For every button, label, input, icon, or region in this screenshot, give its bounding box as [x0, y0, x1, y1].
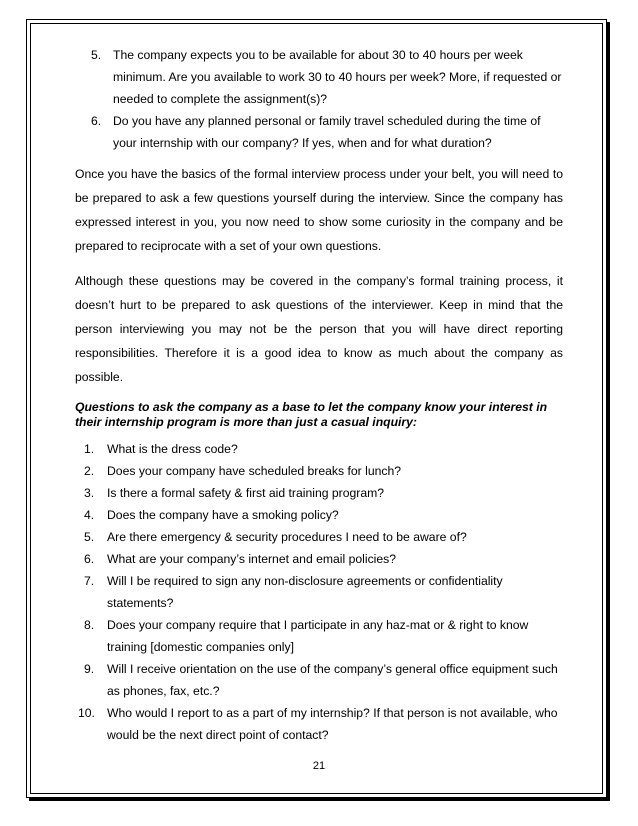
list-number: 2.: [84, 464, 95, 478]
list-number: 4.: [84, 508, 95, 522]
list-number: 1.: [84, 442, 95, 456]
list-item: [75, 504, 563, 526]
list-item: [75, 658, 563, 702]
list-text: What are your company’s internet and email policies?: [107, 552, 397, 566]
list-item: [75, 702, 563, 746]
list-number: 6.: [84, 552, 95, 566]
list-item: [75, 44, 563, 110]
section-heading: Questions to ask the company as a base to let the company know your interest in their internship program is more than just a casual inquiry:: [75, 400, 548, 429]
list-item: [75, 460, 563, 482]
list-number: 7.: [84, 574, 95, 588]
list-number: 9.: [84, 662, 95, 676]
paragraph-preparing-questions: Once you have the basics of the formal interview process under your belt, you will need to be prepared to ask a few questions yourself during the interview. Since the company has expressed interest in you, you now need to show some curiosity in the company and be prepared to reciprocate with a set of your own questions.: [75, 167, 563, 253]
list-item: [75, 526, 563, 548]
list-item: [75, 548, 563, 570]
list-number: 3.: [84, 486, 95, 500]
page-border-shadow-right: [607, 22, 610, 801]
list-number: 5.: [91, 48, 102, 62]
list-item: [75, 482, 563, 504]
list-text: Will I be required to sign any non-disclosure agreements or confidentiality statements?: [107, 574, 503, 610]
question-list-continued: [75, 44, 563, 154]
paragraph-training-process: Although these questions may be covered in the company’s formal training process, it doesn’t hurt to be prepared to ask questions of the interviewer. Keep in mind that the person interviewing you may not be the person that you will have direct reporting responsibilities. Therefore it is a good idea to know as much about the company as possible.: [75, 274, 563, 384]
page-border-shadow-bottom: [29, 798, 610, 801]
list-text: Does the company have a smoking policy?: [107, 508, 339, 522]
list-text: Do you have any planned personal or family travel scheduled during the time of your internship with our company? If yes, when and for what duration?: [113, 114, 541, 150]
list-text: Will I receive orientation on the use of the company’s general office equipment such as phones, fax, etc.?: [107, 662, 558, 698]
questions-to-ask-list: [75, 438, 563, 746]
list-item: [75, 110, 563, 154]
list-number: 6.: [91, 114, 102, 128]
list-text: Does your company require that I participate in any haz-mat or & right to know training [domestic companies only]: [107, 618, 529, 654]
list-text: Is there a formal safety & first aid training program?: [107, 486, 385, 500]
list-text: Does your company have scheduled breaks for lunch?: [107, 464, 402, 478]
list-item: [75, 438, 563, 460]
list-text: Are there emergency & security procedures I need to be aware of?: [107, 530, 467, 544]
list-number: 8.: [84, 618, 95, 632]
list-text: What is the dress code?: [107, 442, 238, 456]
list-number: 5.: [84, 530, 95, 544]
list-number: 10.: [78, 706, 95, 720]
list-text: Who would I report to as a part of my internship? If that person is not available, who would be the next direct point of contact?: [107, 706, 558, 742]
page-number: 21: [312, 760, 326, 772]
list-text: The company expects you to be available for about 30 to 40 hours per week minimum. Are you available to work 30 to 40 hours per week? More, if requested or needed to complete the assignment(s)?: [113, 48, 562, 106]
list-item: [75, 570, 563, 614]
page-content: [75, 44, 563, 746]
list-item: [75, 614, 563, 658]
